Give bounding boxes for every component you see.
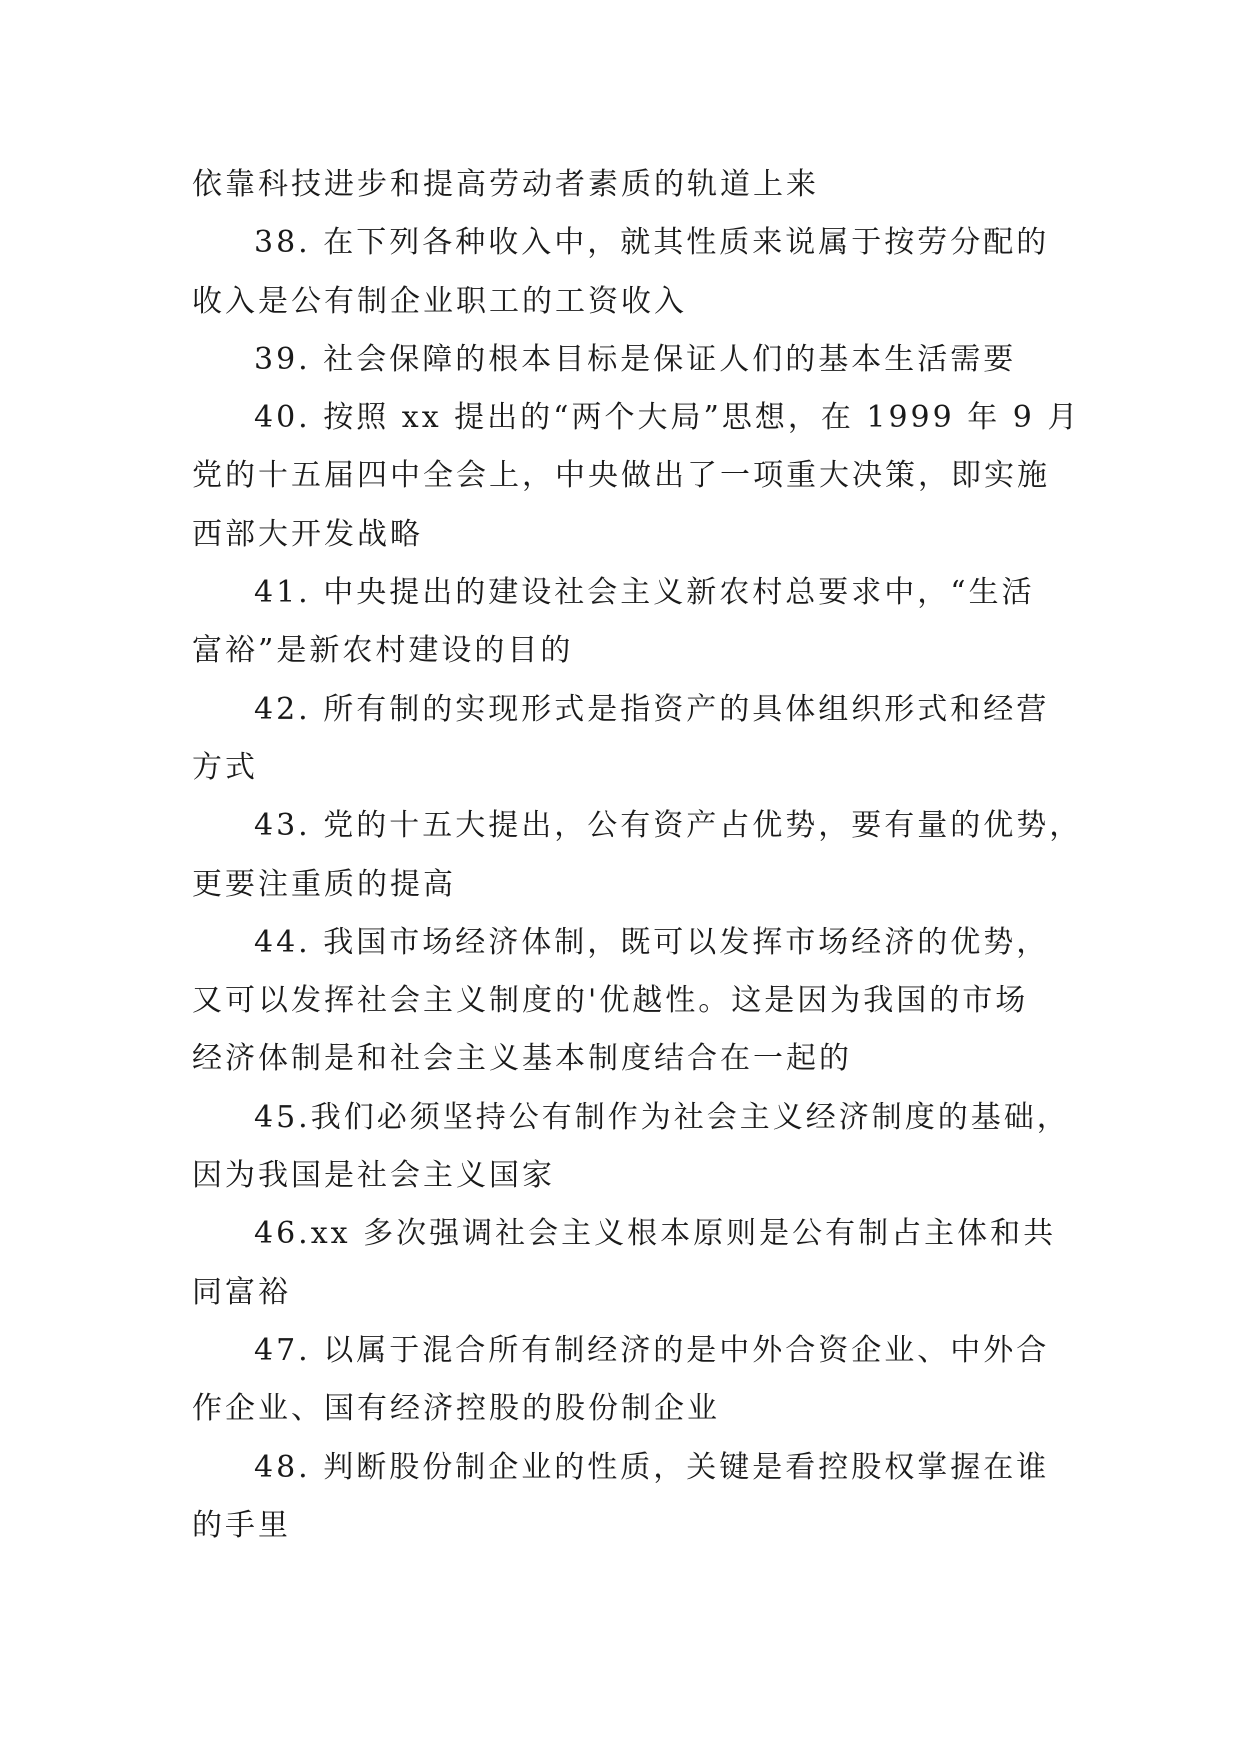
text-line: 依靠科技进步和提高劳动者素质的轨道上来 [192,167,819,202]
item-47-line-1: 47. 以属于混合所有制经济的是中外合资企业、中外合 [254,1332,1050,1368]
item-42-line-2: 方式 [192,749,258,785]
item-48-line-1: 48. 判断股份制企业的性质，关键是看控股权掌握在谁 [254,1449,1050,1485]
item-48-line-2: 的手里 [192,1507,291,1543]
item-43-line-1: 43. 党的十五大提出，公有资产占优势，要有量的优势， [254,808,1083,844]
item-39-line-1: 39. 社会保障的根本目标是保证人们的基本生活需要 [254,341,1017,377]
item-45-line-2: 因为我国是社会主义国家 [192,1158,555,1194]
item-38-line-1: 38. 在下列各种收入中，就其性质来说属于按劳分配的 [254,225,1050,261]
item-40-line-2: 党的十五届四中全会上，中央做出了一项重大决策，即实施 [192,458,1050,494]
item-42-line-1: 42. 所有制的实现形式是指资产的具体组织形式和经营 [254,691,1050,727]
item-38-line-2: 收入是公有制企业职工的工资收入 [192,283,687,319]
item-46-line-1: 46.xx 多次强调社会主义根本原则是公有制占主体和共 [254,1216,1057,1252]
item-45-line-1: 45.我们必须坚持公有制作为社会主义经济制度的基础， [254,1099,1070,1135]
document-page [192,156,1083,1555]
item-41-line-1: 41. 中央提出的建设社会主义新农村总要求中，“生活 [254,575,1035,611]
item-43-line-2: 更要注重质的提高 [192,866,456,902]
item-44-line-1: 44. 我国市场经济体制，既可以发挥市场经济的优势， [254,924,1050,960]
item-46-line-2: 同富裕 [192,1274,291,1310]
item-41-line-2: 富裕”是新农村建设的目的 [192,633,574,669]
item-40-line-3: 西部大开发战略 [192,516,423,552]
item-47-line-2: 作企业、国有经济控股的股份制企业 [192,1391,720,1427]
item-40-line-1: 40. 按照 xx 提出的“两个大局”思想，在 1999 年 9 月 [254,400,1081,436]
item-44-line-2: 又可以发挥社会主义制度的'优越性。这是因为我国的市场 [192,983,1029,1019]
item-44-line-3: 经济体制是和社会主义基本制度结合在一起的 [192,1041,852,1077]
